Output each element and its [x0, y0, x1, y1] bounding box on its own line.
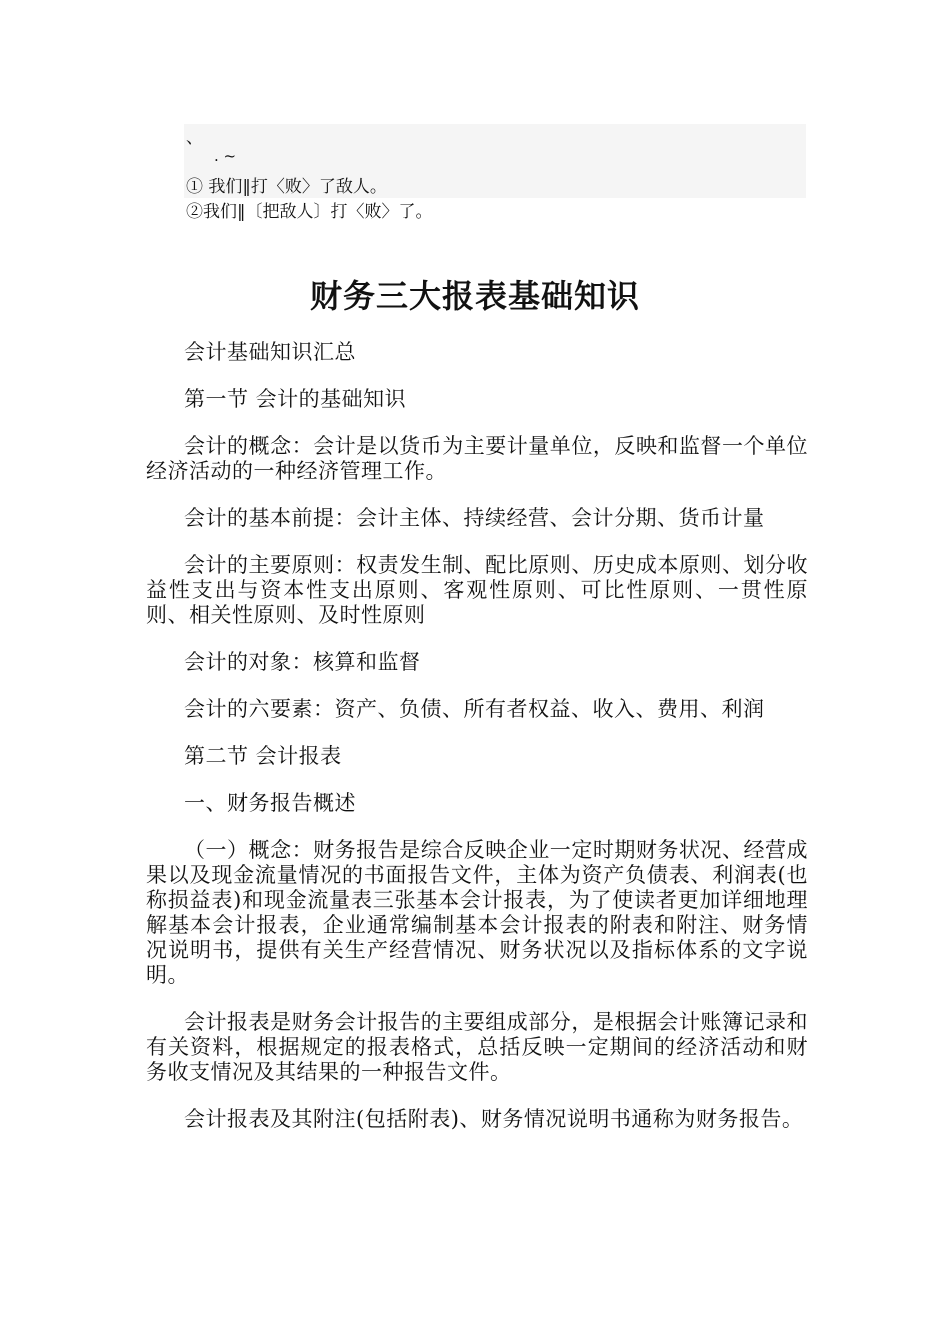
paragraph-objects: 会计的对象：核算和监督 [184, 650, 421, 674]
paragraph-concept: 会计的概念：会计是以货币为主要计量单位，反映和监督一个单位经济活动的一种经济管理工作。 [146, 434, 808, 483]
paragraph-elements: 会计的六要素：资产、负债、所有者权益、收入、费用、利润 [184, 697, 765, 721]
header-line-2: . ~ [214, 147, 237, 165]
paragraph-financial-report: 会计报表及其附注(包括附表)、财务情况说明书通称为财务报告。 [184, 1107, 804, 1131]
subsection-heading: 一、财务报告概述 [184, 791, 356, 815]
paragraph-principles: 会计的主要原则：权责发生制、配比原则、历史成本原则、划分收益性支出与资本性支出原则、客观性原则、可比性原则、一贯性原则、相关性原则、及时性原则 [146, 553, 808, 627]
page-title: 财务三大报表基础知识 [309, 277, 640, 315]
paragraph-summary-heading: 会计基础知识汇总 [184, 340, 356, 364]
header-line-1: 、 [186, 128, 203, 148]
document-body [146, 340, 808, 1154]
section-heading-2: 第二节 会计报表 [184, 744, 342, 768]
section-heading-1: 第一节 会计的基础知识 [184, 387, 407, 411]
header-line-3: ① 我们‖打〈败〉了敌人。 [186, 177, 387, 197]
paragraph-report-concept: （一）概念：财务报告是综合反映企业一定时期财务状况、经营成果以及现金流量情况的书面报告文件，主体为资产负债表、利润表(也称损益表)和现金流量表三张基本会计报表，为了使读者更加详细地理解基本会计报表，企业通常编制基本会计报表的附表和附注、财务情况说明书，提供有关生产经营情况、财务状况以及指标体系的文字说明。 [146, 838, 808, 987]
header-line-4: ②我们‖〔把敌人〕打〈败〉了。 [186, 202, 433, 222]
paragraph-premises: 会计的基本前提：会计主体、持续经营、会计分期、货币计量 [184, 506, 765, 530]
paragraph-statements: 会计报表是财务会计报告的主要组成部分，是根据会计账簿记录和有关资料，根据规定的报表格式，总括反映一定期间的经济活动和财务收支情况及其结果的一种报告文件。 [146, 1010, 808, 1084]
